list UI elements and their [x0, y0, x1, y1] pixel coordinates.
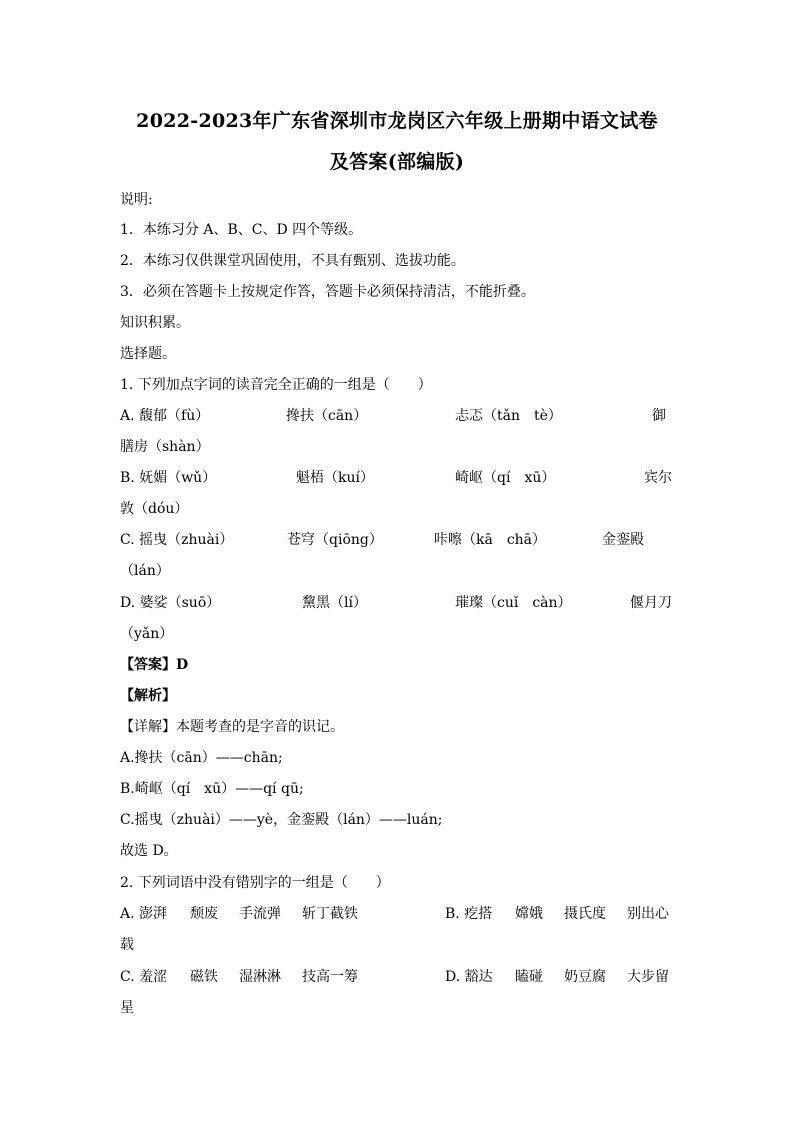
- q1-option-d-part4: 偃月刀: [630, 595, 672, 611]
- q1-option-c-part3: 咔嚓（kā chā）: [434, 532, 547, 548]
- q1-option-a-part3: 忐忑（tǎn tè）: [455, 408, 562, 424]
- q1-answer: 【答案】D: [120, 657, 189, 673]
- q1-option-a-wrap: 膳房（shàn）: [120, 439, 210, 455]
- q2-option-d-word4: 大步留: [627, 969, 669, 985]
- q2-option-b-word4: 别出心: [627, 906, 669, 922]
- instruction-item-1: 1．本练习分 A、B、C、D 四个等级。: [120, 222, 363, 238]
- q1-option-c-wrap: （lán）: [120, 563, 170, 579]
- q1-option-c-part1: C. 摇曳（zhuài）: [120, 532, 234, 548]
- q2-option-b-word1: B. 疙搭: [445, 906, 493, 922]
- q2-option-c-word4: 技高一筹: [302, 969, 358, 985]
- q1-option-a-part4: 御: [652, 408, 666, 424]
- document-title-line1: 2022-2023年广东省深圳市龙岗区六年级上册期中语文试卷: [136, 110, 658, 132]
- q1-note-4: 故选 D。: [120, 843, 178, 859]
- subsection-heading: 选择题。: [120, 346, 176, 362]
- q1-option-b-part4: 宾尔: [644, 470, 672, 486]
- q1-detail: 【详解】本题考查的是字音的识记。: [120, 719, 344, 735]
- q1-note-2: B.崎岖（qí xū）——qí qū;: [120, 781, 304, 797]
- q1-option-c-part2: 苍穹（qiōng）: [287, 532, 383, 548]
- q1-option-a-part1: A. 馥郁（fù）: [120, 408, 210, 424]
- instruction-item-2: 2．本练习仅供课堂巩固使用，不具有甄别、选拔功能。: [120, 253, 465, 269]
- q1-option-b-part2: 魁梧（kuí）: [296, 470, 374, 486]
- q1-option-d-part1: D. 婆娑（suō）: [120, 595, 221, 611]
- q2-option-c-word2: 磁铁: [190, 969, 218, 985]
- q1-option-c-part4: 金銮殿: [602, 532, 644, 548]
- q1-note-1: A.搀扶（cān）——chān;: [120, 750, 283, 766]
- q1-note-3: C.摇曳（zhuài）——yè，金銮殿（lán）——luán;: [120, 812, 443, 828]
- q1-option-d-part2: 黧黑（lí）: [302, 595, 367, 611]
- q2-option-b-word3: 摄氏度: [564, 906, 606, 922]
- q2-option-b-word2: 嫦娥: [515, 906, 543, 922]
- q1-option-b-part1: B. 妩媚（wǔ）: [120, 470, 217, 486]
- q2-option-d-word3: 奶豆腐: [564, 969, 606, 985]
- q2-option-a-word3: 手流弹: [239, 906, 281, 922]
- q2-row1-wrap: 载: [120, 937, 134, 953]
- document-title-line2: 及答案(部编版): [329, 151, 465, 173]
- q1-option-a-part2: 搀扶（cān）: [286, 408, 368, 424]
- question-2-stem: 2. 下列词语中没有错别字的一组是（ ）: [120, 875, 390, 891]
- question-1-stem: 1. 下列加点字词的读音完全正确的一组是（ ）: [120, 377, 432, 393]
- q1-option-b-part3: 崎岖（qí xū）: [455, 470, 556, 486]
- q2-option-c-word1: C. 羞涩: [120, 969, 168, 985]
- q1-analysis-label: 【解析】: [120, 688, 176, 704]
- q2-option-d-word1: D. 豁达: [445, 969, 493, 985]
- q2-option-c-word3: 湿淋淋: [239, 969, 281, 985]
- instructions-label: 说明:: [120, 192, 153, 208]
- q2-option-a-word2: 颓废: [190, 906, 218, 922]
- section-heading: 知识积累。: [120, 315, 190, 331]
- q2-option-d-word2: 瞌碰: [515, 969, 543, 985]
- q1-option-b-wrap: 敦（dóu）: [120, 501, 189, 517]
- q1-option-d-wrap: （yǎn）: [120, 626, 174, 642]
- q2-option-a-word4: 斩丁截铁: [302, 906, 358, 922]
- q1-option-d-part3: 璀璨（cuǐ càn）: [455, 595, 572, 611]
- instruction-item-3: 3．必须在答题卡上按规定作答，答题卡必须保持清洁，不能折叠。: [120, 284, 535, 300]
- q2-option-a-word1: A. 澎湃: [120, 906, 168, 922]
- q2-row2-wrap: 星: [120, 1000, 134, 1016]
